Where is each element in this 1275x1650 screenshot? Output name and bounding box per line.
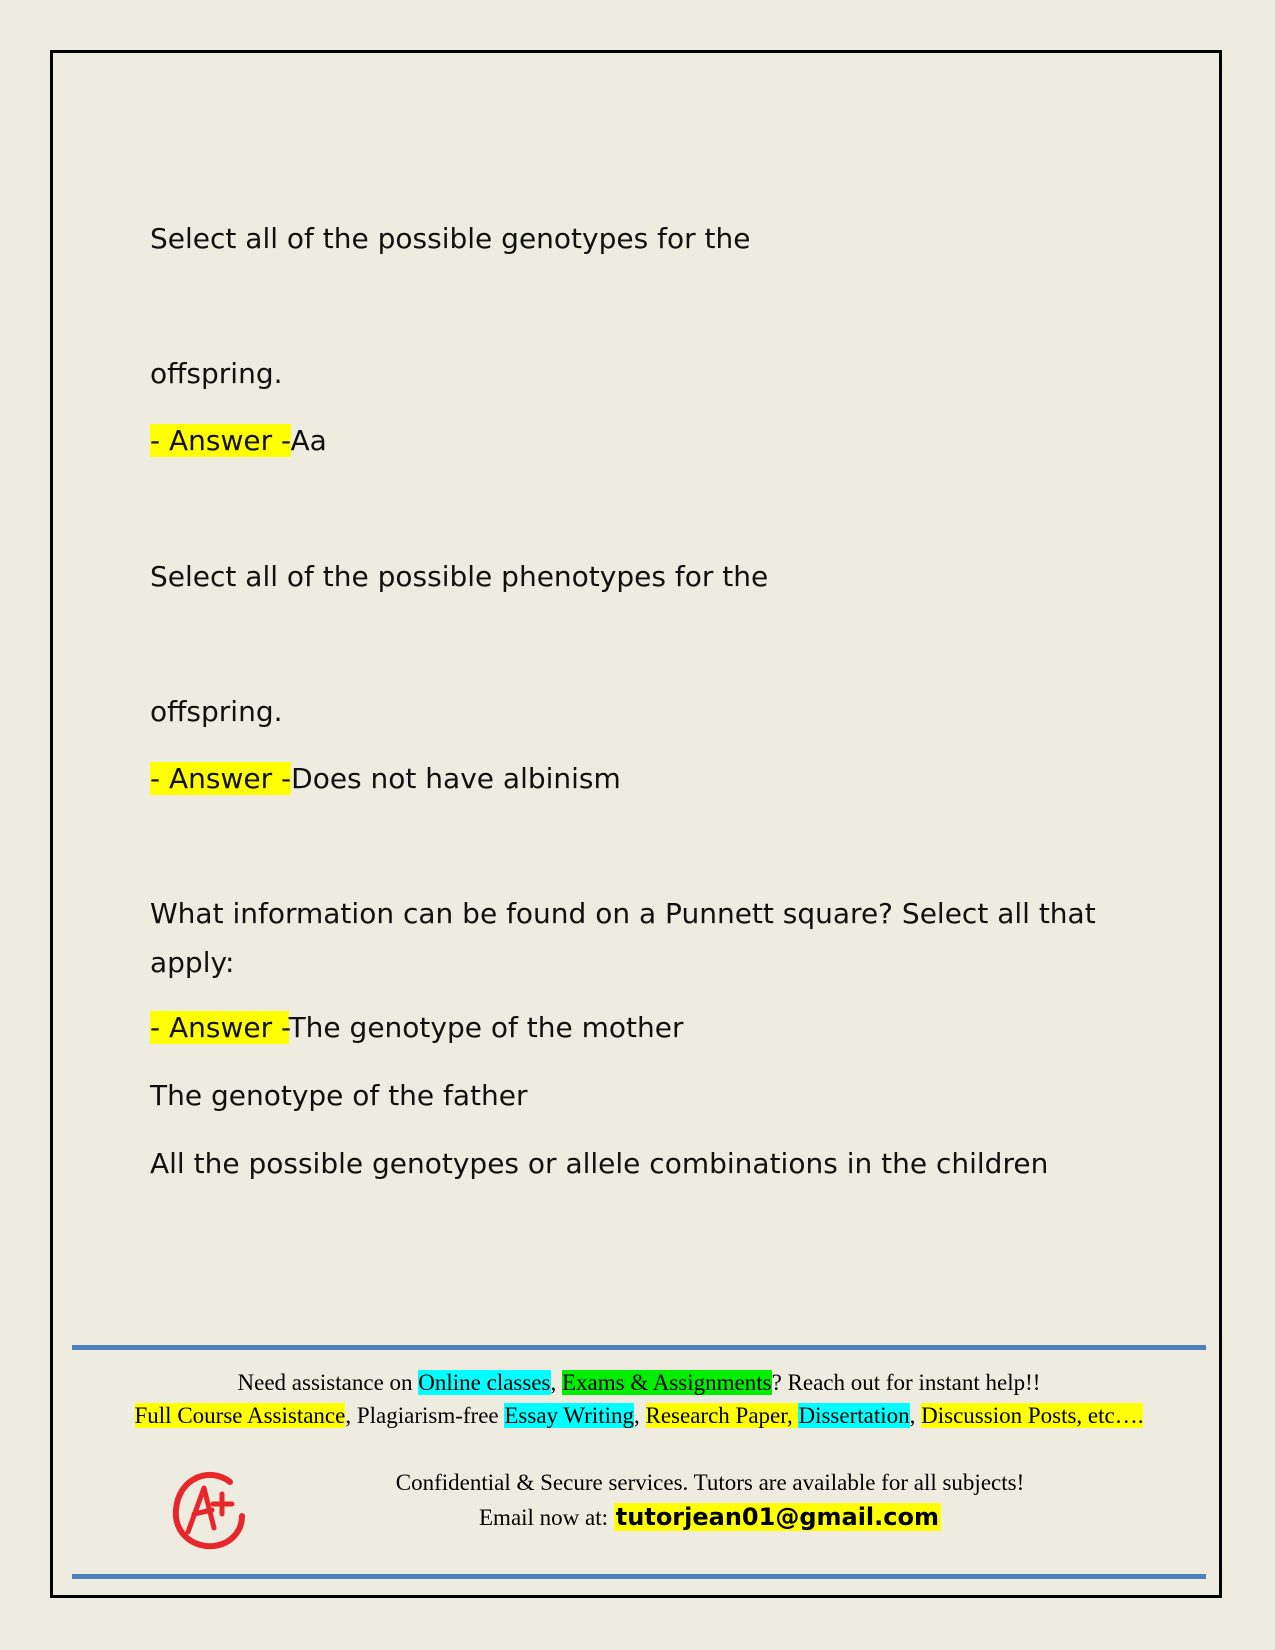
answer-1	[150, 423, 327, 459]
footer-text: ? Reach out for instant help!!	[771, 1370, 1041, 1395]
question-3-line-2: apply:	[150, 946, 235, 979]
question-2-line-1: Select all of the possible phenotypes for the	[150, 560, 769, 593]
highlight-essay-writing: Essay Writing	[504, 1403, 634, 1428]
footer-text: ,	[550, 1370, 562, 1395]
answer-3	[150, 1010, 684, 1046]
answer-label: - Answer -	[150, 762, 292, 795]
answer-3-item-3: All the possible genotypes or allele combinations in the children	[150, 1147, 1049, 1180]
answer-text: Does not have albinism	[291, 762, 621, 795]
highlight-full-course: Full Course Assistance	[134, 1403, 346, 1428]
footer-line-2	[72, 1403, 1206, 1429]
answer-label: - Answer -	[150, 424, 291, 457]
question-1-line-2: offspring.	[150, 357, 283, 390]
answer-2	[150, 761, 621, 797]
answer-3-item-2: The genotype of the father	[150, 1079, 528, 1112]
highlight-online-classes: Online classes	[418, 1370, 551, 1395]
footer-text: , Plagiarism-free	[345, 1403, 505, 1428]
highlight-dissertation: Dissertation	[798, 1403, 910, 1428]
page-border	[50, 50, 1222, 1598]
footer-text: ,	[909, 1403, 922, 1428]
highlight-discussion-posts: Discussion Posts, etc….	[921, 1403, 1144, 1428]
answer-label: - Answer -	[150, 1011, 289, 1044]
footer-text: Need assistance on	[237, 1370, 419, 1395]
answer-text: Aa	[290, 424, 327, 457]
footer-line-3: Confidential & Secure services. Tutors are available for all subjects!	[395, 1470, 1025, 1495]
email-label: Email now at:	[479, 1505, 614, 1530]
footer-bottom-rule	[72, 1574, 1206, 1579]
highlight-exams-assignments: Exams & Assignments	[562, 1370, 772, 1395]
question-1-line-1: Select all of the possible genotypes for the	[150, 222, 751, 255]
question-3-line-1: What information can be found on a Punnett square? Select all that	[150, 897, 1096, 930]
footer-line-1	[72, 1370, 1206, 1396]
highlight-research-paper: Research Paper,	[645, 1403, 799, 1428]
email-address[interactable]: tutorjean01@gmail.com	[615, 1503, 939, 1531]
answer-text: The genotype of the mother	[288, 1011, 684, 1044]
footer-top-rule	[72, 1345, 1206, 1350]
question-2-line-2: offspring.	[150, 695, 283, 728]
footer-text: ,	[634, 1403, 646, 1428]
footer-line-4	[230, 1503, 1190, 1531]
